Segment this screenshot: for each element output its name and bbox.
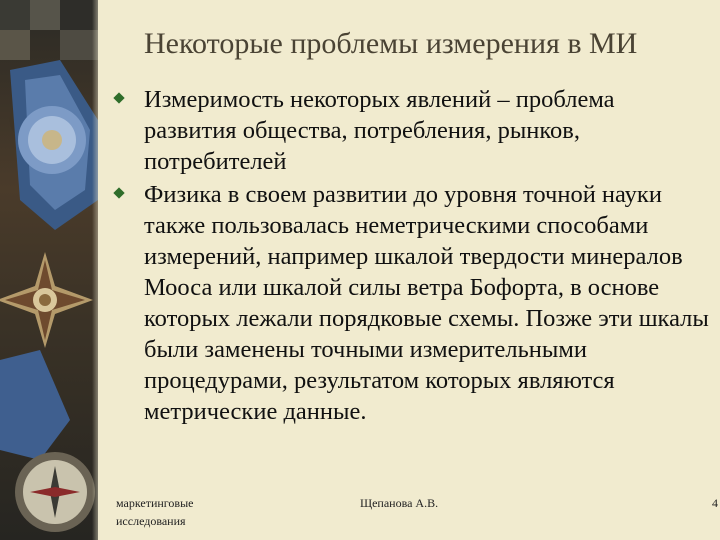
decorative-medal-image	[0, 0, 98, 540]
diamond-bullet-icon	[114, 188, 125, 199]
diamond-bullet-icon	[114, 93, 125, 104]
footer-topic: маркетинговые исследования	[116, 496, 194, 528]
medal-illustration	[0, 0, 98, 540]
bullet-list	[112, 84, 712, 429]
bullet-text: Измеримость некоторых явлений – проблема развития общества, потребления, рынков, потребителей	[144, 86, 615, 175]
slide-title: Некоторые проблемы измерения в МИ	[144, 27, 638, 60]
slide-content	[98, 0, 720, 540]
footer-author: Щепанова А.В.	[360, 496, 439, 510]
bullet-text: Физика в своем развитии до уровня точной науки также пользовалась неметрическими способами измерений, например шкалой твердости минералов Мооса или шкалой силы ветра Бофорта, в основе которых лежали порядковые схемы. Позже эти шкалы были заменены точными измерительными процедурами, результатом которых являются метрические данные.	[144, 181, 709, 425]
bullet-item	[112, 179, 712, 427]
page-number: 4	[712, 496, 718, 510]
bullet-item	[112, 84, 712, 177]
